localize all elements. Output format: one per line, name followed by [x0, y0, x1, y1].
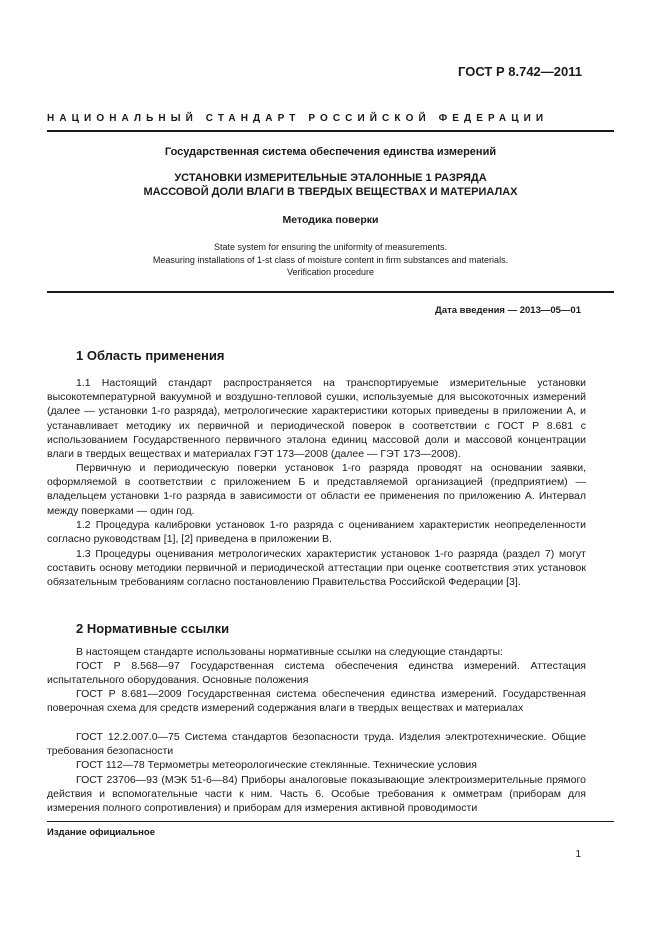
main-title-line1: УСТАНОВКИ ИЗМЕРИТЕЛЬНЫЕ ЭТАЛОННЫЕ 1 РАЗРЯДА — [174, 172, 487, 184]
reference-item: ГОСТ 12.2.007.0—75 Система стандартов безопасности труда. Изделия электротехнические. Общие требования безопасности — [47, 731, 586, 758]
top-divider — [47, 130, 614, 132]
main-title — [47, 171, 614, 199]
english-title — [47, 241, 614, 279]
edition-label: Издание официальное — [47, 827, 155, 838]
page-number: 1 — [575, 849, 581, 860]
introduction-date: Дата введения — 2013—05—01 — [435, 305, 581, 316]
section-1-paragraph: 1.1 Настоящий стандарт распространяется на транспортируемые измерительные установки высокотемпературной вакуумной и воздушно-тепловой сушки, используемые для высокоточных измерений (далее — установки 1-го разряда), метрологические характеристики которых приведены в приложении А, и устанавливает методику их первичной и периодической поверок в соответствии с ГОСТ Р 8.681 с использованием Государственного первичного эталона единиц массовой доли и массовой концентрации влаги в твердых веществах и материалах ГЭТ 173—2008 (далее — ГЭТ 173—2008). — [47, 377, 586, 461]
main-title-line2: МАССОВОЙ ДОЛИ ВЛАГИ В ТВЕРДЫХ ВЕЩЕСТВАХ И МАТЕРИАЛАХ — [143, 186, 518, 198]
section-2-paragraph: В настоящем стандарте использованы нормативные ссылки на следующие стандарты: — [76, 646, 503, 658]
section-1-paragraph: 1.3 Процедуры оценивания метрологических характеристик установок 1-го разряда (раздел 7) могут составить основу методики первичной и периодической аттестации при оценке соответствия этих установок обязательным требованиям согласно постановлению Правительства Российской Федерации [3]. — [47, 548, 586, 589]
section-1-paragraph: 1.2 Процедура калибровки установок 1-го разряда с оцениванием характеристик неопределенности согласно руководствам [1], [2] приведена в приложении В. — [47, 519, 586, 546]
method-title: Методика поверки — [282, 214, 379, 226]
footer-divider — [47, 821, 614, 822]
reference-item: ГОСТ 112—78 Термометры метеорологические стеклянные. Технические условия — [76, 759, 477, 771]
system-title: Государственная система обеспечения единства измерений — [164, 146, 497, 158]
reference-item: ГОСТ 23706—93 (МЭК 51-6—84) Приборы аналоговые показывающие электроизмерительные прямого действия и вспомогательные части к ним. Часть 6. Особые требования к омметрам (приборам для измерения полного сопротивления) и приборам для измерения активной проводимости — [47, 774, 586, 815]
reference-item: ГОСТ Р 8.681—2009 Государственная система обеспечения единства измерений. Государственная поверочная схема для средств измерений содержания влаги в твердых веществах и материалах — [47, 688, 586, 715]
english-title-line3: Verification procedure — [286, 267, 375, 277]
english-title-line1: State system for ensuring the uniformity of measurements. — [213, 242, 448, 252]
section-1-paragraph: Первичную и периодическую поверки установок 1-го разряда проводят на основании заявки, оформляемой в соответствии с приложением Б и представляемой организацией (предприятием) — владельцем установки 1-го разряда в зависимости от области ее применения по приложению А. Интервал между поверками — один год. — [47, 462, 586, 517]
section-2-heading: 2 Нормативные ссылки — [76, 621, 230, 636]
document-code: ГОСТ Р 8.742—2011 — [458, 64, 582, 79]
title-divider — [47, 291, 614, 293]
section-1-heading: 1 Область применения — [76, 348, 225, 363]
national-standard-banner: НАЦИОНАЛЬНЫЙ СТАНДАРТ РОССИЙСКОЙ ФЕДЕРАЦИИ — [47, 113, 549, 124]
reference-item: ГОСТ Р 8.568—97 Государственная система обеспечения единства измерений. Аттестация испытательного оборудования. Основные положения — [47, 660, 586, 687]
english-title-line2: Measuring installations of 1-st class of moisture content in firm substances and materials. — [152, 254, 509, 265]
